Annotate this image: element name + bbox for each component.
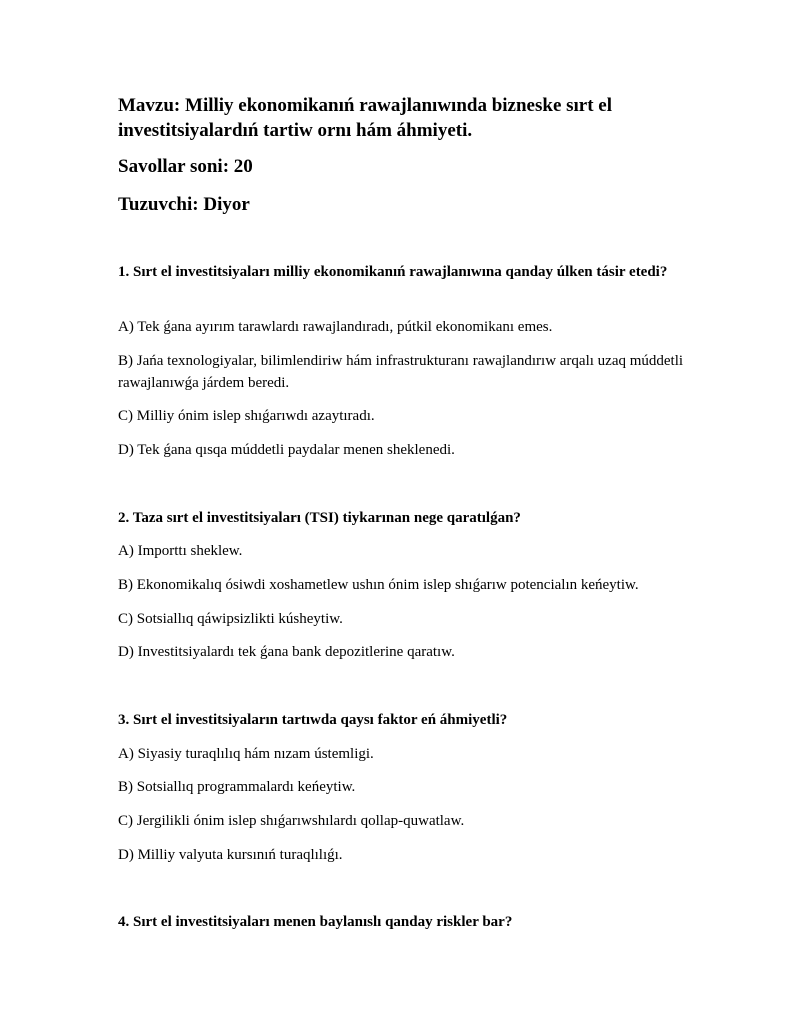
- option-c: C) Milliy ónim islep shıǵarıwdı azaytıradı.: [118, 408, 375, 424]
- questions-count: Savollar soni: 20: [118, 156, 253, 177]
- option-b: B) Sotsiallıq programmalardı keńeytiw.: [118, 779, 356, 795]
- option-c: C) Sotsiallıq qáwipsizlikti kúsheytiw.: [118, 611, 343, 627]
- option-d: D) Tek ǵana qısqa múddetli paydalar menen sheklenedi.: [118, 442, 455, 458]
- option-b: B) Ekonomikalıq ósiwdi xoshametlew ushın ónim islep shıǵarıw potencialın keńeytiw.: [118, 577, 639, 593]
- option-a: A) Siyasiy turaqlılıq hám nızam ústemligi.: [118, 746, 374, 762]
- option-c: C) Jergilikli ónim islep shıǵarıwshılardı qollap-quwatlaw.: [118, 813, 465, 829]
- option-d: D) Investitsiyalardı tek ǵana bank depozitlerine qaratıw.: [118, 644, 455, 660]
- option-a: A) Importtı sheklew.: [118, 543, 243, 559]
- question-4: [118, 911, 688, 933]
- question-text: 3. Sırt el investitsiyaların tartıwda qaysı faktor eń áhmiyetli?: [118, 712, 508, 728]
- question-1: [118, 261, 688, 283]
- question-text: 2. Taza sırt el investitsiyaları (TSI) tiykarınan nege qaratılǵan?: [118, 510, 521, 526]
- option-b: B) Jańa texnologiyalar, bilimlendiriw hám infrastrukturanı rawajlandırıw arqalı uzaq múddetli rawajlanıwǵa járdem beredi.: [118, 353, 684, 391]
- author-line: Tuzuvchi: Diyor: [118, 194, 250, 215]
- question-text: 1. Sırt el investitsiyaları milliy ekonomikanıń rawajlanıwına qanday úlken tásir etedi?: [118, 264, 668, 280]
- question-text: 4. Sırt el investitsiyaları menen baylanıslı qanday riskler bar?: [118, 914, 513, 930]
- question-2: [118, 507, 688, 529]
- option-a: A) Tek ǵana ayırım tarawlardı rawajlandıradı, pútkil ekonomikanı emes.: [118, 319, 553, 335]
- document-title: Mavzu: Milliy ekonomikanıń rawajlanıwında bizneske sırt el investitsiyalardıń tartiw ornı hám áhmiyeti.: [118, 95, 613, 141]
- option-d: D) Milliy valyuta kursınıń turaqlılıǵı.: [118, 847, 343, 863]
- question-3: [118, 709, 688, 731]
